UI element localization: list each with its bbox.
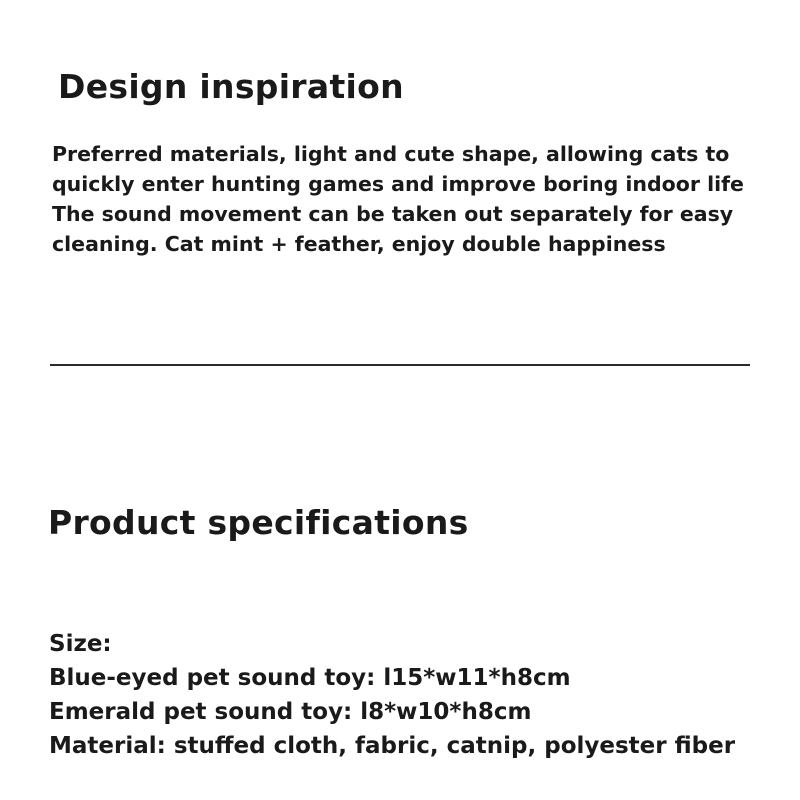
section-divider	[50, 364, 750, 366]
design-inspiration-line: Preferred materials, light and cute shape, allowing cats to	[52, 142, 730, 166]
design-inspiration-line: The sound movement can be taken out separately for easy	[52, 202, 734, 226]
design-inspiration-paragraph	[52, 139, 744, 259]
design-inspiration-heading: Design inspiration	[58, 67, 404, 106]
design-inspiration-line: quickly enter hunting games and improve boring indoor life	[52, 172, 744, 196]
spec-size-label: Size:	[49, 631, 112, 657]
spec-emerald-size: Emerald pet sound toy: l8*w10*h8cm	[49, 699, 532, 725]
product-specifications-heading: Product specifications	[48, 503, 469, 542]
spec-blue-eyed-size: Blue-eyed pet sound toy: l15*w11*h8cm	[49, 665, 571, 691]
product-specifications-list	[49, 627, 735, 763]
spec-material: Material: stuffed cloth, fabric, catnip, polyester fiber	[49, 733, 736, 759]
design-inspiration-line: cleaning. Cat mint + feather, enjoy double happiness	[52, 232, 666, 256]
